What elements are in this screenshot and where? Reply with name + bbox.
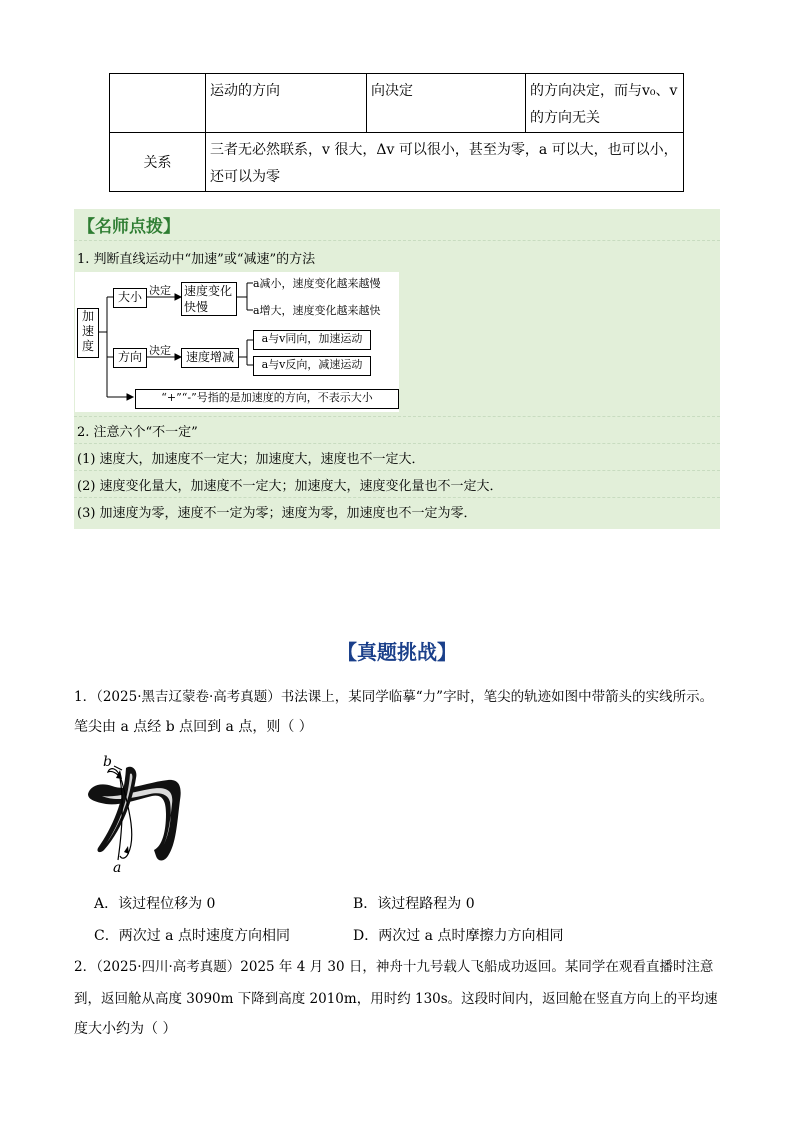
question-2-line-2: 到，返回舱从高度 3090m 下降到高度 2010m，用时约 130s。这段时间内，返回舱在竖直方向上的平均速	[74, 991, 718, 1007]
option-b[interactable]: B．该过程路程为 0	[353, 896, 475, 912]
cell-line: 还可以为零	[210, 169, 280, 185]
tips-title: 【名师点拨】	[78, 217, 180, 237]
a-large-text: a增大，速度变化越来越快	[253, 304, 381, 317]
question-2-line-3: 度大小约为（ ）	[74, 1021, 177, 1037]
cell-text	[206, 133, 683, 191]
divider	[74, 416, 720, 417]
cell-line: 的方向决定，而与v₀、v	[530, 83, 678, 99]
tips-sub-2: (2) 速度变化量大，加速度不一定大；加速度大，速度变化量也不一定大．	[77, 479, 503, 494]
point-a-label: a	[113, 860, 122, 876]
increase-decrease-box: 速度增减	[181, 348, 239, 368]
divider	[74, 443, 720, 444]
tips-sub-3: (3) 加速度为零，速度不一定为零；速度为零，加速度也不一定为零．	[77, 506, 477, 521]
divider	[74, 470, 720, 471]
option-d[interactable]: D．两次过 a 点时摩擦力方向相同	[353, 928, 564, 944]
acceleration-diagram	[75, 272, 399, 412]
table-cell	[206, 133, 684, 192]
decides-label: 决定	[149, 284, 171, 297]
question-1-line-2: 笔尖由 a 点经 b 点回到 a 点，则（ ）	[74, 719, 313, 735]
decides-label: 决定	[149, 344, 171, 357]
comparison-table	[109, 73, 684, 192]
relation-label: 关系	[110, 133, 206, 192]
table-row	[110, 133, 684, 192]
tips-item-2: 2. 注意六个“不一定”	[77, 425, 198, 440]
calligraphy-figure	[80, 752, 190, 877]
question-2-line-1: 2．（2025·四川·高考真题）2025 年 4 月 30 日，神舟十九号载人飞船成功返回。某同学在观看直播时注意	[74, 959, 714, 975]
table-cell	[206, 74, 367, 133]
cell-line: 三者无必然联系，v 很大，Δv 可以很小，甚至为零，a 可以大，也可以小，	[210, 142, 678, 158]
acceleration-root-box: 加速度	[77, 308, 99, 358]
a-small-text: a减小，速度变化越来越慢	[253, 277, 381, 290]
point-b-label: b	[103, 754, 112, 770]
cell-text	[526, 74, 683, 132]
tips-item-1: 1. 判断直线运动中“加速”或“减速”的方法	[77, 252, 316, 267]
same-direction-box: a与v同向，加速运动	[253, 330, 371, 350]
cell-text: 向决定	[371, 83, 413, 99]
change-rate-box: 速度变化快慢	[181, 282, 237, 316]
question-1-line-1: 1．（2025·黑吉辽蒙卷·高考真题）书法课上，某同学临摹“力”字时，笔尖的轨迹如图中带箭头的实线所示。	[74, 689, 714, 705]
table-cell	[110, 74, 206, 133]
sign-note-box: “+”“-”号指的是加速度的方向，不表示大小	[135, 389, 399, 409]
divider	[74, 497, 720, 498]
size-box: 大小	[113, 288, 147, 308]
cell-text: 运动的方向	[210, 83, 280, 99]
opposite-direction-box: a与v反向，减速运动	[253, 356, 371, 376]
tips-sub-1: (1) 速度大，加速度不一定大；加速度大，速度也不一定大．	[77, 452, 425, 467]
direction-box: 方向	[113, 348, 147, 368]
option-a[interactable]: A．该过程位移为 0	[94, 896, 216, 912]
table-row	[110, 74, 684, 133]
calligraphy-li-icon	[80, 752, 190, 877]
table-cell	[526, 74, 684, 133]
divider	[74, 240, 720, 241]
option-c[interactable]: C．两次过 a 点时速度方向相同	[94, 928, 290, 944]
table-cell	[367, 74, 526, 133]
section-title: 【真题挑战】	[337, 640, 457, 664]
cell-line: 的方向无关	[530, 110, 600, 126]
